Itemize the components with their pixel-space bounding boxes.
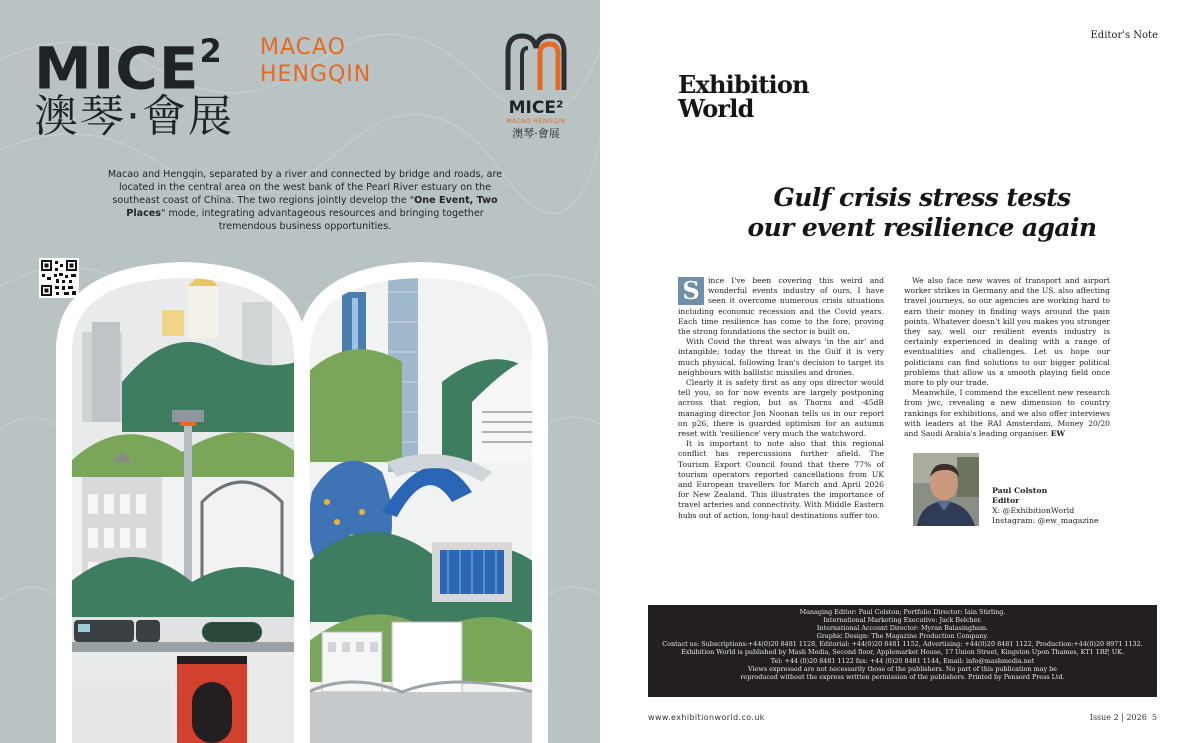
chinese-title: 澳琴·會展 — [34, 91, 234, 142]
paragraph: S ince I've been covering this weird and wonderful events industry of ours, I have seen it overcome numerous crisis situations including economic recession and the Covid years. Each time resilience has come to the fore, proving the strong foundations the sector is built on. — [678, 276, 884, 337]
editor-role: Editor — [992, 496, 1020, 505]
imprint-line: Views expressed are not necessarily those of the publishers. No part of this publication may be — [748, 664, 1057, 673]
paragraph: It is important to note also that this regional conflict has repercussions further afield. The Tourism Export Council found that there 77% of tourism operators reported cancellations from UK and European travellers for March and April 2026 for New Zealand. This illustrates the importance of travel arteries and connectivity. With Middle Eastern hubs out of action, long-haul destinations suffer too. — [678, 439, 884, 520]
arch-logo-icon — [500, 30, 572, 92]
article-column-1 — [678, 276, 884, 521]
logo-name: MICE² — [508, 98, 564, 118]
logo-chinese: 澳琴·會展 — [512, 127, 560, 140]
editors-note-page — [600, 0, 1200, 743]
paragraph: We also face new waves of transport and airport worker strikes in Germany and the US, also affecting travel journeys, so our agencies are working hard to earn their money in finding ways around the pain points. Whatever doesn't kill you makes you stronger they say, well our resilient events industry is certainly experienced in dealing with a range of eventualities and challenges. Let us hope our politicians can find solutions to our bigger political problems that allow us a smooth playing field once more to ply our trade. — [904, 276, 1110, 388]
imprint-line: Graphic Design: The Magazine Production Company. — [816, 632, 989, 641]
article-headline: Gulf crisis stress tests our event resilience again — [747, 183, 1097, 242]
mice-logo — [500, 30, 572, 142]
paragraph: Clearly it is safety first as any ops director would tell you, so for now events are largely postponing across that region, but as Thorns and -45dB managing director Jon Noonan tells us in our report on p26, there is guarded optimism for an autumn reset with 'resilience' very much the watchword. — [678, 378, 884, 439]
section-label: Editor's Note — [1090, 30, 1158, 41]
mice-brand-title: MICE$^2$ — [34, 32, 223, 103]
paragraph: Meanwhile, I commend the excellent new research from jwc, revealing a new dimension to country rankings for exhibitions, and we also offer interviews with leaders at the RAI Amsterdam, Money 20/20 and Saudi Arabia's leading organiser. EW — [904, 388, 1110, 439]
article-column-2 — [904, 276, 1110, 439]
dropcap: S — [678, 277, 704, 305]
editor-instagram: Instagram: @ew_magazine — [992, 516, 1099, 525]
imprint-line: International Marketing Executive: Jack Belcher. — [823, 616, 982, 625]
region-label: MACAO HENGQIN — [260, 35, 372, 87]
footer-website-link[interactable]: www.exhibitionworld.co.uk — [648, 713, 765, 722]
paragraph: With Covid the threat was always 'in the air' and intangible; today the threat in the Gulf it is very much physical, following Iran's decision to target its neighbours with ballistic missiles and drones. — [678, 337, 884, 377]
imprint-line: Exhibition World is published by Mash Media, Second floor, Applemarket House, 17 Union Street, Kingston Upon Thames, KT1 1RP, UK. — [681, 648, 1124, 657]
imprint-line: reproduced without the express written permission of the publishers. Printed by Pensord Press Ltd. — [740, 672, 1065, 681]
exhibition-world-masthead: Exhibition World — [678, 70, 809, 123]
editor-name: Paul Colston — [992, 486, 1048, 495]
imprint-line: Tel: +44 (0)20 8481 1122 fax: +44 (0)20 8481 1144, Email: info@mashmedia.net — [770, 656, 1035, 665]
advert-description: Macao and Hengqin, separated by a river and connected by bridge and roads, are located in the central area on the west bank of the Pearl River estuary on the southeast coast of China. The two regions jointly develop the "One Event, Two Places" mode, integrating advantageous resources and bringing together tremendous business opportunities. — [107, 169, 503, 232]
logo-subtitle: MACAO·HENGQIN — [506, 118, 566, 125]
editor-x-handle: X: @ExhibitionWorld — [992, 506, 1075, 515]
city-arches-illustration — [52, 262, 552, 743]
editor-byline — [992, 486, 1099, 526]
imprint-line: Managing Editor: Paul Colston; Portfolio Director: Iain Stirling. — [799, 608, 1006, 616]
footer-issue: Issue 2 | 2026 5 — [1089, 713, 1157, 722]
imprint-line: International Account Director: Myran Balasingham. — [816, 624, 989, 633]
signoff: EW — [1050, 429, 1066, 439]
imprint-box — [648, 605, 1157, 697]
imprint-line: Contact us: Subscriptions:+44(0)20 8481 1128, Editorial: +44(0)20 8481 1152, Advertising: +44(0)20 8481 1122, Production:+44(0)20 8971 1132. — [662, 640, 1143, 649]
page-number: 5 — [1151, 713, 1157, 722]
editor-portrait — [913, 453, 979, 526]
